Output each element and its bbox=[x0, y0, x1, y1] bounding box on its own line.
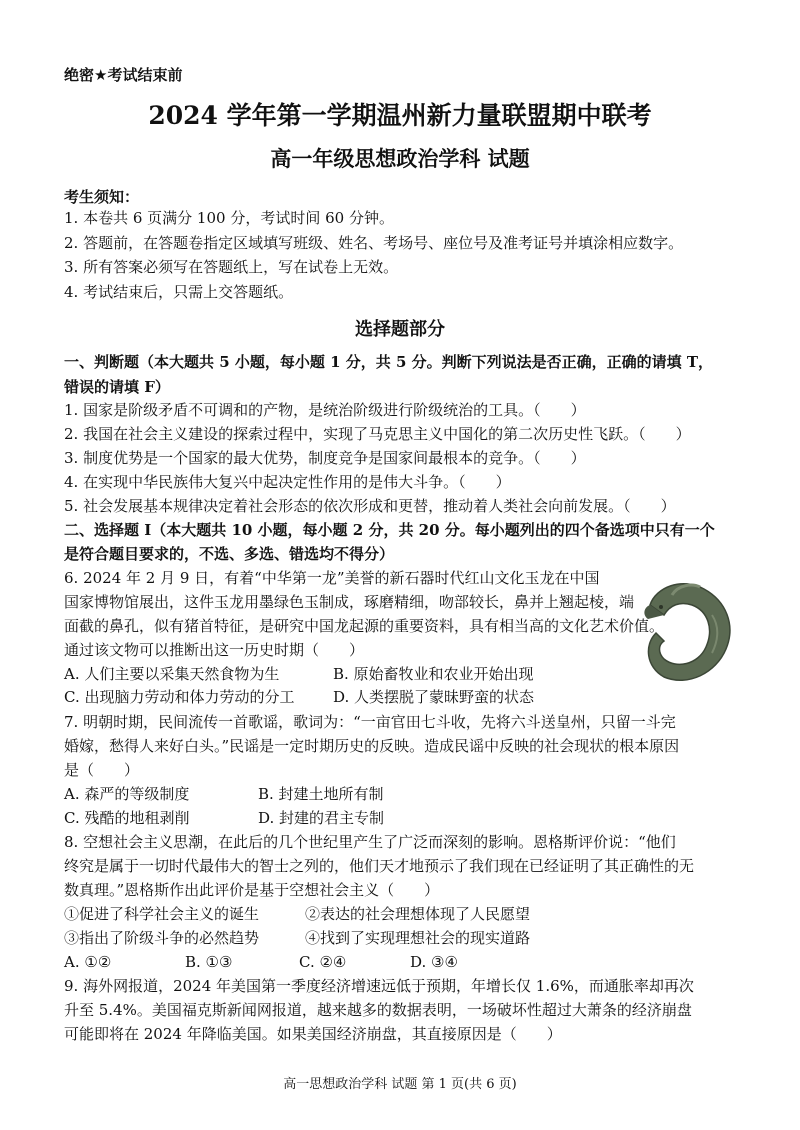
q6-text: 6. 2024 年 2 月 9 日，有着“中华第一龙”美誉的新石器时代红山文化玉龙在中国 bbox=[64, 569, 600, 587]
confidential-label: 绝密★考试结束前 bbox=[64, 66, 183, 84]
q6-text: 国家博物馆展出，这件玉龙用墨绿色玉制成，琢磨精细，吻部较长，鼻并上翘起棱，端 bbox=[64, 593, 635, 611]
q7-option: B. 封建土地所有制 bbox=[258, 785, 384, 803]
notice-item: 2. 答题前，在答题卷指定区域填写班级、姓名、考场号、座位号及准考证号并填涂相应数字。 bbox=[64, 234, 684, 252]
part1-heading: 一、判断题（本大题共 5 小题，每小题 1 分，共 5 分。判断下列说法是否正确，正确的请填 T， bbox=[64, 353, 714, 371]
q6-option: A. 人们主要以采集天然食物为生 bbox=[64, 665, 280, 683]
exam-subtitle: 高一年级思想政治学科 试题 bbox=[270, 146, 530, 171]
notice-item: 3. 所有答案必须写在答题纸上，写在试卷上无效。 bbox=[64, 258, 399, 276]
q6-option: B. 原始畜牧业和农业开始出现 bbox=[333, 665, 534, 683]
section-title: 选择题部分 bbox=[355, 319, 445, 340]
q7-option: A. 森严的等级制度 bbox=[64, 785, 190, 803]
notice-item: 1. 本卷共 6 页满分 100 分，考试时间 60 分钟。 bbox=[64, 209, 394, 227]
q8-statement: ④找到了实现理想社会的现实道路 bbox=[305, 929, 531, 947]
q7-option: D. 封建的君主专制 bbox=[258, 809, 385, 827]
part1-heading: 错误的请填 F） bbox=[64, 378, 170, 396]
q6-text: 通过该文物可以推断出这一历史时期（ ） bbox=[64, 641, 365, 659]
q9-text: 9. 海外网报道，2024 年美国第一季度经济增速远低于预期，年增长仅 1.6%，而通胀率却再次 bbox=[64, 977, 694, 995]
jade-dragon-image bbox=[642, 575, 742, 685]
q8-text: 终究是属于一切时代最伟大的智士之列的，他们天才地预示了我们现在已经证明了其正确性的无 bbox=[64, 857, 695, 875]
exam-title: 2024 学年第一学期温州新力量联盟期中联考 bbox=[148, 101, 652, 130]
q6-option: D. 人类摆脱了蒙昧野蛮的状态 bbox=[333, 688, 535, 706]
q8-option: D. ③④ bbox=[410, 953, 458, 971]
q7-text: 7. 明朝时期，民间流传一首歌谣，歌词为：“一亩官田七斗收，先将六斗送皇州，只留一斗完 bbox=[64, 713, 676, 731]
q8-option: A. ①② bbox=[64, 953, 112, 971]
q8-statement: ③指出了阶级斗争的必然趋势 bbox=[64, 929, 260, 947]
q7-text: 是（ ） bbox=[64, 761, 140, 779]
notice-item: 4. 考试结束后，只需上交答题纸。 bbox=[64, 283, 294, 301]
judgment-item: 4. 在实现中华民族伟大复兴中起决定性作用的是伟大斗争。（ ） bbox=[64, 473, 511, 491]
q7-text: 婚嫁，愁得人来好白头。”民谣是一定时期历史的反映。造成民谣中反映的社会现状的根本原因 bbox=[64, 737, 680, 755]
q7-option: C. 残酷的地租剥削 bbox=[64, 809, 190, 827]
part2-heading: 二、选择题 I（本大题共 10 小题，每小题 2 分，共 20 分。每小题列出的四个备选项中只有一个 bbox=[64, 521, 715, 539]
judgment-item: 3. 制度优势是一个国家的最大优势，制度竞争是国家间最根本的竞争。（ ） bbox=[64, 449, 586, 467]
q6-option: C. 出现脑力劳动和体力劳动的分工 bbox=[64, 688, 295, 706]
q8-option: C. ②④ bbox=[299, 953, 347, 971]
q8-text: 数真理。”恩格斯作出此评价是基于空想社会主义（ ） bbox=[64, 881, 440, 899]
page-footer: 高一思想政治学科 试题 第 1 页(共 6 页) bbox=[283, 1077, 517, 1092]
notice-heading: 考生须知： bbox=[64, 188, 140, 206]
judgment-item: 2. 我国在社会主义建设的探索过程中，实现了马克思主义中国化的第二次历史性飞跃。（ ） bbox=[64, 425, 691, 443]
q8-option: B. ①③ bbox=[185, 953, 233, 971]
judgment-item: 1. 国家是阶级矛盾不可调和的产物，是统治阶级进行阶级统治的工具。（ ） bbox=[64, 401, 586, 419]
q8-statement: ②表达的社会理想体现了人民愿望 bbox=[305, 905, 531, 923]
q8-statement: ①促进了科学社会主义的诞生 bbox=[64, 905, 260, 923]
part2-heading: 是符合题目要求的，不选、多选、错选均不得分） bbox=[64, 545, 395, 563]
q9-text: 可能即将在 2024 年降临美国。如果美国经济崩盘，其直接原因是（ ） bbox=[64, 1025, 562, 1043]
judgment-item: 5. 社会发展基本规律决定着社会形态的依次形成和更替，推动着人类社会向前发展。（ ） bbox=[64, 497, 676, 515]
q8-text: 8. 空想社会主义思潮，在此后的几个世纪里产生了广泛而深刻的影响。恩格斯评价说：“他们 bbox=[64, 833, 676, 851]
q9-text: 升至 5.4%。美国福克斯新闻网报道，越来越多的数据表明，一场破坏性超过大萧条的经济崩盘 bbox=[64, 1001, 692, 1019]
q6-text: 面截的鼻孔，似有猪首特征，是研究中国龙起源的重要资料，具有相当高的文化艺术价值。 bbox=[64, 617, 665, 635]
